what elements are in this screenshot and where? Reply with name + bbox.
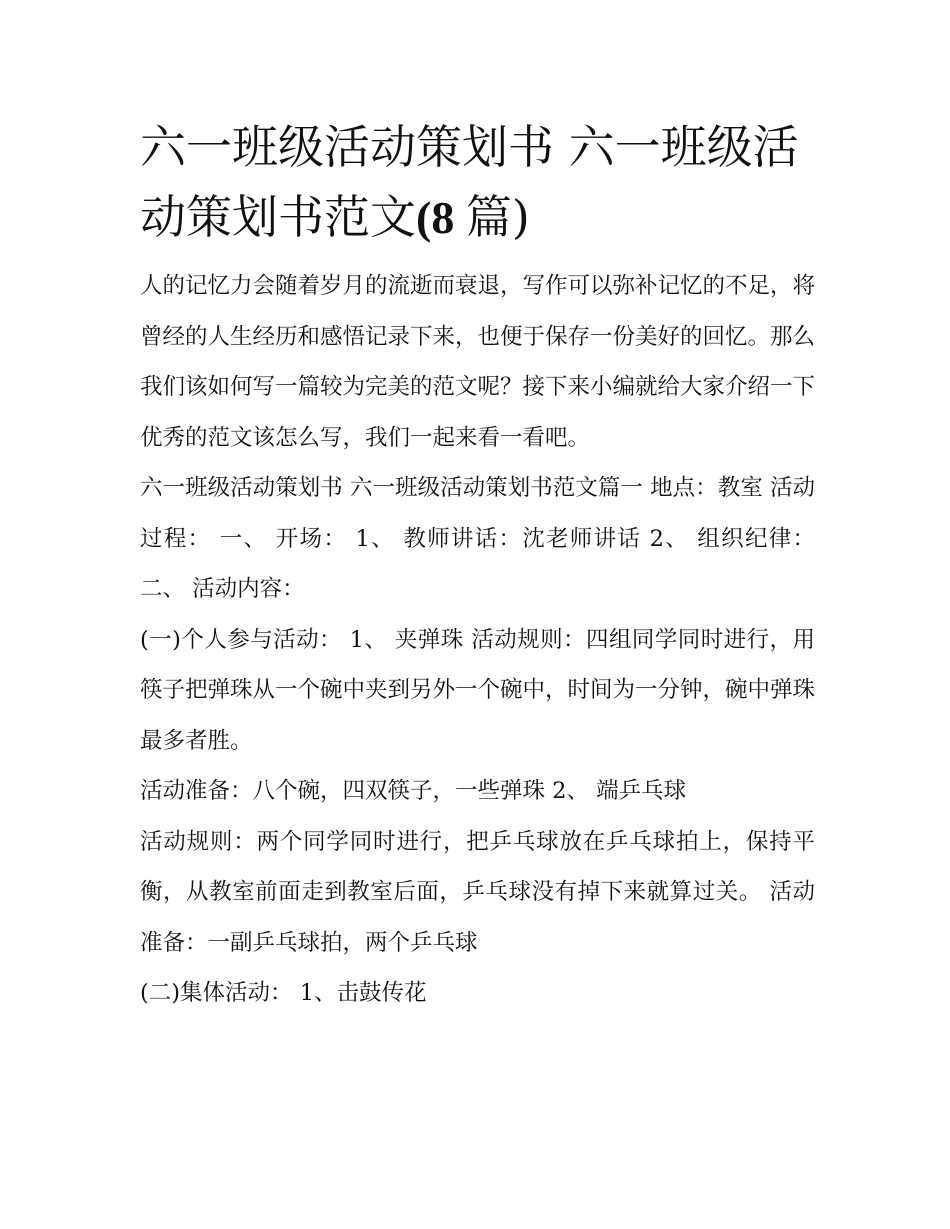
document-body: [140, 112, 815, 1019]
title-text: 六一班级活动策划书 六一班级活动策划书范文: [140, 120, 799, 244]
paragraph-group-activity: (二)集体活动： 1、击鼓传花: [140, 980, 427, 1006]
title-suffix: 篇): [465, 190, 530, 244]
paragraph-location-process: 六一班级活动策划书 六一班级活动策划书范文篇一 地点：教室 活动过程： 一、 开场： 1、 教师讲话：沈老师讲话 2、 组织纪律： 二、 活动内容：: [140, 475, 815, 602]
intro-paragraph: 人的记忆力会随着岁月的流逝而衰退，写作可以弥补记忆的不足，将曾经的人生经历和感悟记录下来，也便于保存一份美好的回忆。那么我们该如何写一篇较为完美的范文呢？接下来小编就给大家介绍一下优秀的范文该怎么写，我们一起来看一看吧。: [140, 273, 816, 451]
title-count: (8: [416, 192, 466, 243]
document-title: [140, 112, 815, 253]
paragraph-pingpong-rules: 活动规则：两个同学同时进行，把乒乓球放在乒乓球拍上，保持平衡，从教室前面走到教室后面，乒乓球没有掉下来就算过关。 活动准备：一副乒乓球拍，两个乒乓球: [140, 828, 815, 956]
paragraph-preparation: 活动准备：八个碗，四双筷子，一些弹珠 2、 端乒乓球: [140, 778, 687, 804]
paragraph-individual-activity: (一)个人参与活动： 1、 夹弹珠 活动规则：四组同学同时进行，用筷子把弹珠从一个碗中夹到另外一个碗中，时间为一分钟，碗中弹珠最多者胜。: [140, 626, 816, 754]
